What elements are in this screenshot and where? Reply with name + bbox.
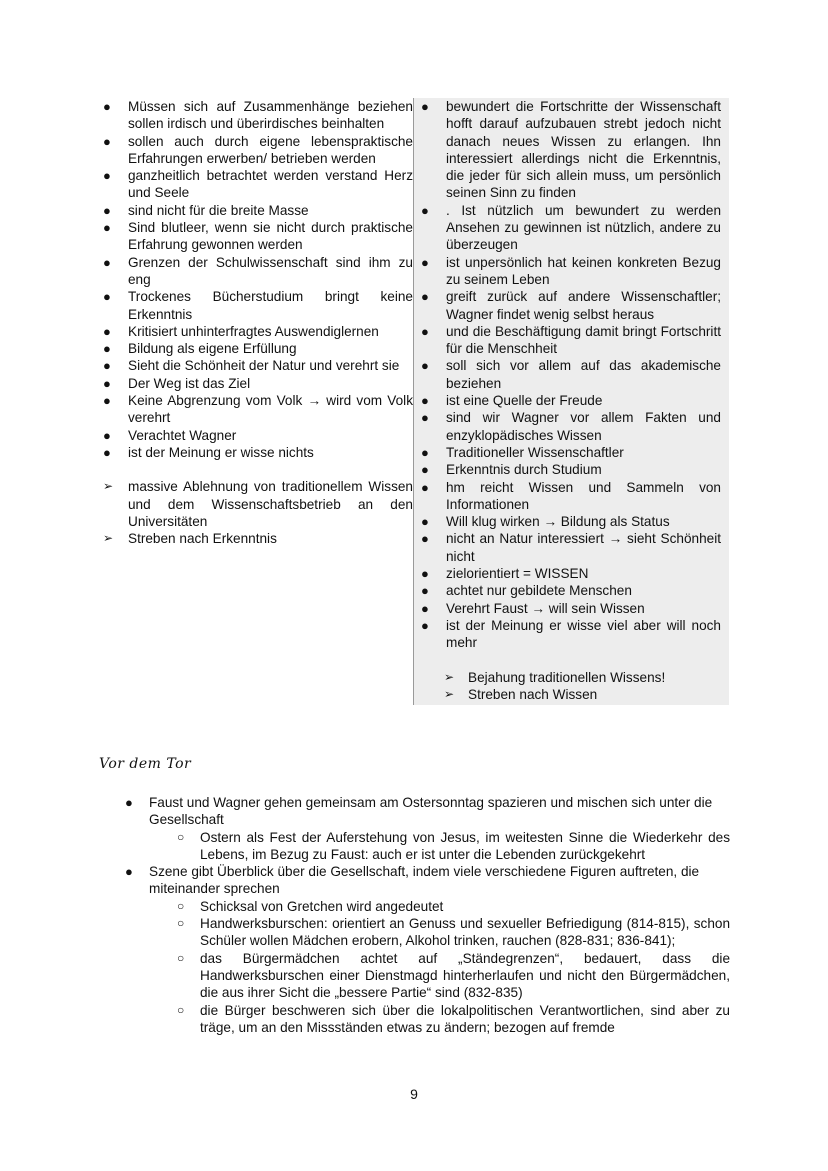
- list-item: ● und die Beschäftigung damit bringt Fortschritt für die Menschheit: [421, 323, 721, 357]
- list-item: ● Verachtet Wagner: [103, 427, 237, 443]
- wagner-column: [414, 98, 729, 705]
- bullet-icon: ●: [103, 358, 111, 374]
- list-item: ● greift zurück auf andere Wissenschaftler; Wagner findet wenig selbst heraus: [421, 289, 721, 322]
- circle-bullet-icon: ○: [177, 950, 185, 965]
- list-item: ● Der Weg ist das Ziel: [103, 375, 251, 391]
- bullet-icon: ●: [103, 341, 111, 357]
- arrow-bullet-icon: ➢: [444, 686, 455, 701]
- bullet-icon: ●: [421, 583, 429, 599]
- list-item: ● sind wir Wagner vor allem Fakten und enzyklopädisches Wissen: [421, 410, 721, 443]
- arrow-bullet-icon: ➢: [103, 479, 114, 494]
- list-item: ● Sind blutleer, wenn sie nicht durch praktische Erfahrung gewonnen werden: [103, 220, 413, 253]
- list-item: ● Verehrt Faust → will sein Wissen: [421, 600, 645, 616]
- bullet-icon: ●: [421, 99, 429, 114]
- faust-conclusions-list: [99, 478, 413, 547]
- list-item: ➢ massive Ablehnung von traditionellem Wissen und dem Wissenschaftsbetrieb an den Universitäten: [103, 479, 413, 529]
- bullet-icon: ●: [421, 531, 429, 547]
- list-item: ● Traditioneller Wissenschaftler: [421, 444, 624, 460]
- list-item: ● Will klug wirken → Bildung als Status: [421, 514, 670, 530]
- page-number: 9: [410, 1086, 418, 1102]
- list-item: ● sollen auch durch eigene lebenspraktische Erfahrungen erwerben/ betrieben werden: [103, 133, 413, 166]
- bullet-icon: ●: [103, 393, 111, 409]
- spacer: [99, 461, 413, 478]
- list-item: ➢ Streben nach Erkenntnis: [103, 531, 277, 547]
- bullet-icon: ●: [103, 168, 111, 184]
- bullet-icon: ●: [103, 323, 111, 339]
- list-item: ● Faust und Wagner gehen gemeinsam am Ostersonntag spazieren und mischen sich unter die Gesellschaft ○ Ostern als Fest der Auferstehung von Jesus, im weitesten Sinne die Wiederkehr des Lebens, im Bezug zu Faust: auch er ist unter die Lebenden zurückgekehrt: [125, 795, 730, 862]
- circle-bullet-icon: ○: [177, 898, 185, 913]
- bullet-icon: ●: [103, 427, 111, 443]
- list-item: ● nicht an Natur interessiert → sieht Schönheit nicht: [421, 531, 721, 564]
- circle-bullet-icon: ○: [177, 916, 185, 931]
- list-item: ● Erkenntnis durch Studium: [421, 462, 602, 478]
- sub-list-item: ○ das Bürgermädchen achtet auf „Ständegrenzen“, bedauert, dass die Handwerksburschen einer Dienstmagd hinterherlaufen und nicht den Bürgermädchen, die aus ihrer Sicht die „bessere Partie“ sind (832-835): [177, 950, 730, 1001]
- list-item: ● ist eine Quelle der Freude: [421, 393, 603, 409]
- bullet-icon: ●: [421, 358, 429, 374]
- sub-list-item: ○ Schicksal von Gretchen wird angedeutet: [177, 898, 444, 914]
- sub-list: [149, 898, 730, 1036]
- bullet-icon: ●: [421, 323, 429, 339]
- sub-list: [149, 829, 730, 864]
- bullet-icon: ●: [103, 133, 111, 149]
- bullet-icon: ●: [103, 254, 111, 270]
- bullet-icon: ●: [421, 393, 429, 409]
- list-item: ● Szene gibt Überblick über die Gesellschaft, indem viele verschiedene Figuren auftreten, die miteinander sprechen ○ Schicksal von Gretchen wird angedeutet ○ Handwerksburschen: orientiert an Genuss und sexueller Befriedigung (814-815), schon Schüler wollen Mädchen erobern, Alkohol trinken, rauchen (828-831; 836-841); ○ das Bürgermädchen achtet auf „Ständegrenzen“, bedauert, dass die Handwerksburschen einer Dienstmagd hinterherlaufen und nicht den Bürgermädchen, die aus ihrer Sicht die „bessere Partie“ sind (832-835) ○ die Bürger beschweren sich über die lokalpolitischen Verantwortlichen, sind aber zu träge, um an den Missständen etwas zu ändern; bezogen auf fremde: [125, 864, 730, 1035]
- bullet-icon: ●: [421, 254, 429, 270]
- list-item: ● ist der Meinung er wisse nichts: [103, 444, 314, 460]
- list-item: ● Sieht die Schönheit der Natur und verehrt sie: [103, 358, 400, 374]
- list-item: ● ist unpersönlich hat keinen konkreten Bezug zu seinem Leben: [421, 254, 721, 287]
- wagner-conclusions-list: [414, 669, 729, 704]
- list-item: ● Keine Abgrenzung vom Volk → wird vom Volk verehrt: [103, 393, 413, 426]
- bullet-icon: ●: [421, 617, 429, 633]
- bullet-icon: ●: [103, 202, 111, 218]
- list-item: ● bewundert die Fortschritte der Wissenschaft hofft darauf aufzubauen strebt jedoch nicht danach neues Wissen zu erlangen. Ihn interessiert allerdings nicht die Erkenntnis, die jeder für sich allein muss, um persönlich seinen Sinn zu finden: [421, 99, 721, 201]
- arrow-bullet-icon: ➢: [103, 531, 114, 546]
- sub-list-item: ○ Handwerksburschen: orientiert an Genuss und sexueller Befriedigung (814-815), schon Schüler wollen Mädchen erobern, Alkohol trinken, rauchen (828-831; 836-841);: [177, 916, 730, 949]
- list-item: ➢ Bejahung traditionellen Wissens!: [444, 669, 666, 685]
- wagner-traits-list: [414, 98, 729, 652]
- list-item: ● Trockenes Bücherstudium bringt keine Erkenntnis: [103, 289, 413, 322]
- bullet-icon: ●: [421, 410, 429, 426]
- bullet-icon: ●: [103, 375, 111, 391]
- list-item: ➢ Streben nach Wissen: [444, 686, 598, 702]
- list-item: ● achtet nur gebildete Menschen: [421, 583, 632, 599]
- comparison-table: [99, 98, 729, 705]
- circle-bullet-icon: ○: [177, 829, 185, 844]
- bullet-icon: ●: [103, 220, 111, 236]
- faust-column: [99, 98, 414, 705]
- bullet-icon: ●: [421, 566, 429, 582]
- list-item: ● zielorientiert = WISSEN: [421, 566, 589, 582]
- list-item: ● sind nicht für die breite Masse: [103, 202, 309, 218]
- bullet-icon: ●: [421, 479, 429, 495]
- list-item: ● hm reicht Wissen und Sammeln von Informationen: [421, 479, 721, 512]
- bullet-icon: ●: [421, 444, 429, 460]
- list-item: ● Kritisiert unhinterfragtes Auswendiglernen: [103, 323, 379, 339]
- bullet-icon: ●: [103, 289, 111, 305]
- list-item: ● . Ist nützlich um bewundert zu werden Ansehen zu gewinnen ist nützlich, andere zu überzeugen: [421, 202, 721, 253]
- bullet-icon: ●: [421, 202, 429, 218]
- bullet-icon: ●: [421, 462, 429, 478]
- bullet-icon: ●: [103, 444, 111, 460]
- bullet-icon: ●: [125, 864, 133, 880]
- list-item: ● soll sich vor allem auf das akademische beziehen: [421, 358, 721, 391]
- spacer: [414, 652, 729, 669]
- circle-bullet-icon: ○: [177, 1002, 185, 1017]
- bullet-icon: ●: [421, 514, 429, 530]
- sub-list-item: ○ die Bürger beschweren sich über die lokalpolitischen Verantwortlichen, sind aber zu träge, um an den Missständen etwas zu ändern; bezogen auf fremde: [177, 1002, 730, 1035]
- section-heading: Vor dem Tor: [99, 756, 192, 772]
- list-item: ● ganzheitlich betrachtet werden verstand Herz und Seele: [103, 168, 413, 201]
- list-item: ● Bildung als eigene Erfüllung: [103, 341, 297, 357]
- bullet-icon: ●: [125, 795, 133, 810]
- list-item: ● ist der Meinung er wisse viel aber will noch mehr: [421, 617, 721, 651]
- sub-list-item: ○ Ostern als Fest der Auferstehung von Jesus, im weitesten Sinne die Wiederkehr des Lebens, im Bezug zu Faust: auch er ist unter die Lebenden zurückgekehrt: [177, 829, 730, 862]
- arrow-bullet-icon: ➢: [444, 669, 455, 684]
- bullet-icon: ●: [103, 99, 111, 114]
- list-item: ● Grenzen der Schulwissenschaft sind ihm zu eng: [103, 254, 413, 287]
- bullet-icon: ●: [421, 289, 429, 305]
- scene-notes-list: [120, 794, 730, 1036]
- faust-traits-list: [99, 98, 413, 461]
- list-item: ● Müssen sich auf Zusammenhänge beziehen sollen irdisch und überirdisches beinhalten: [103, 99, 413, 132]
- bullet-icon: ●: [421, 600, 429, 616]
